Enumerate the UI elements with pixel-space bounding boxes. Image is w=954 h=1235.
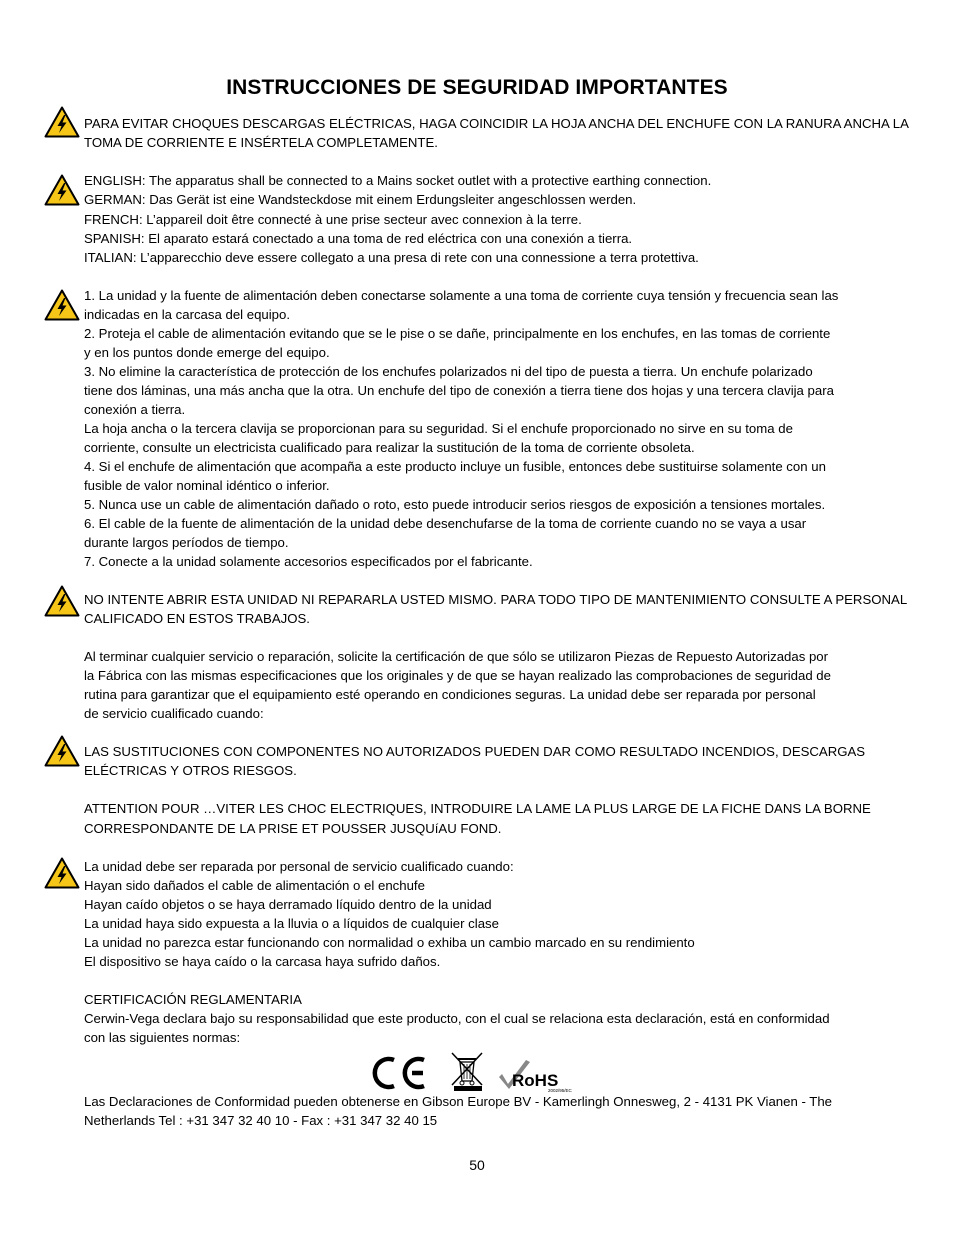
section-heading: CERTIFICACIÓN REGLAMENTARIA	[84, 992, 302, 1007]
text-line: ATTENTION POUR …VITER LES CHOC ELECTRIQUES, INTRODUIRE LA LAME LA PLUS LARGE DE LA FICHE DANS LA BORNE	[84, 801, 871, 816]
text-line: Al terminar cualquier servicio o reparación, solicite la certificación de que sólo se utilizaron Piezas de Repuesto Autorizadas por	[84, 649, 829, 664]
text-line: La unidad no parezca estar funcionando con normalidad o exhiba un cambio marcado en su rendimiento	[84, 935, 695, 950]
text-line: 4. Si el enchufe de alimentación que acompaña a este producto incluye un fusible, entonces debe sustituirse solamente con un	[84, 459, 826, 474]
rohs-directive: 2002/95/EC	[548, 1088, 572, 1092]
text-line: CALIFICADO EN ESTOS TRABAJOS.	[84, 611, 310, 626]
text-line: tiene dos láminas, una más ancha que la otra. Un enchufe del tipo de conexión a tierra tiene dos hojas y una tercera clavija para	[84, 383, 834, 398]
text-line: indicadas en la carcasa del equipo.	[84, 307, 291, 322]
text-line: ELÉCTRICAS Y OTROS RIESGOS.	[84, 763, 297, 778]
text-line: y en los puntos donde emerge del equipo.	[84, 345, 330, 360]
electrical-hazard-warning-icon	[44, 289, 80, 321]
text-line: de servicio cualificado cuando:	[84, 706, 264, 721]
electrical-hazard-warning-icon	[44, 735, 80, 767]
text-line: PARA EVITAR CHOQUES DESCARGAS ELÉCTRICAS, HAGA COINCIDIR LA HOJA ANCHA DEL ENCHUFE CON LA RANURA ANCHA LA	[84, 116, 909, 131]
text-line: Hayan sido dañados el cable de alimentación o el enchufe	[84, 878, 425, 893]
page-number: 50	[469, 1157, 485, 1173]
text-line: La hoja ancha o la tercera clavija se proporcionan para su seguridad. Si el enchufe proporcionado no sirve en su toma de	[84, 421, 793, 436]
text-line: 1. La unidad y la fuente de alimentación deben conectarse solamente a una toma de corriente cuya tensión y frecuencia sean las	[84, 288, 839, 303]
text-line: Hayan caído objetos o se haya derramado líquido dentro de la unidad	[84, 897, 492, 912]
text-line: 3. No elimine la característica de protección de los enchufes polarizados ni del tipo de puesta a tierra. Un enchufe polarizado	[84, 364, 813, 379]
crossed-out-bin-icon	[452, 1053, 482, 1091]
text-line: ITALIAN: L’apparecchio deve essere collegato a una presa di rete con una connessione a terra protettiva.	[84, 250, 699, 265]
text-line: El dispositivo se haya caído o la carcasa haya sufrido daños.	[84, 954, 441, 969]
text-line: La unidad haya sido expuesta a la lluvia o a líquidos de cualquier clase	[84, 916, 499, 931]
text-line: CORRESPONDANTE DE LA PRISE ET POUSSER JUSQUíAU FOND.	[84, 821, 502, 836]
text-line: SPANISH: El aparato estará conectado a una toma de red eléctrica con una conexión a tierra.	[84, 231, 633, 246]
text-line: Cerwin-Vega declara bajo su responsabilidad que este producto, con el cual se relaciona esta declaración, está en conformidad	[84, 1011, 830, 1026]
text-line: La unidad debe ser reparada por personal de servicio cualificado cuando:	[84, 859, 514, 874]
text-line: Netherlands Tel : +31 347 32 40 10 - Fax : +31 347 32 40 15	[84, 1113, 438, 1128]
text-line: GERMAN: Das Gerät ist eine Wandsteckdose mit einem Erdungsleiter angeschlossen werden.	[84, 192, 637, 207]
text-line: rutina para garantizar que el equipamiento esté operando en condiciones seguras. La unidad debe ser reparada por personal	[84, 687, 816, 702]
electrical-hazard-warning-icon	[44, 174, 80, 206]
text-line: LAS SUSTITUCIONES CON COMPONENTES NO AUTORIZADOS PUEDEN DAR COMO RESULTADO INCENDIOS, DESCARGAS	[84, 744, 866, 759]
text-line: TOMA DE CORRIENTE E INSÉRTELA COMPLETAMENTE.	[84, 135, 438, 150]
page-title: INSTRUCCIONES DE SEGURIDAD IMPORTANTES	[226, 76, 728, 99]
text-line: FRENCH: L’appareil doit être connecté à une prise secteur avec connexion à la terre.	[84, 212, 582, 227]
ce-mark-icon	[375, 1059, 424, 1087]
text-line: durante largos períodos de tiempo.	[84, 535, 289, 550]
text-line: 7. Conecte a la unidad solamente accesorios especificados por el fabricante.	[84, 554, 533, 569]
text-line: 5. Nunca use un cable de alimentación dañado o roto, esto puede introducir serios riesgos de exposición a tensiones mortales.	[84, 497, 826, 512]
electrical-hazard-warning-icon	[44, 585, 80, 617]
electrical-hazard-warning-icon	[44, 857, 80, 889]
text-line: corriente, consulte un electricista cualificado para realizar la sustitución de la toma de corriente obsoleta.	[84, 440, 695, 455]
text-line: fusible de valor nominal idéntico o inferior.	[84, 478, 330, 493]
text-line: 2. Proteja el cable de alimentación evitando que se le pise o se dañe, principalmente en los enchufes, en las tomas de corriente	[84, 326, 831, 341]
text-line: conexión a tierra.	[84, 402, 186, 417]
text-line: 6. El cable de la fuente de alimentación de la unidad debe desenchufarse de la toma de corriente cuando no se vaya a usar	[84, 516, 807, 531]
text-line: NO INTENTE ABRIR ESTA UNIDAD NI REPARARLA USTED MISMO. PARA TODO TIPO DE MANTENIMIENTO CONSULTE A PERSONAL	[84, 592, 908, 607]
rohs-compliant-icon	[499, 1060, 573, 1092]
text-line: Las Declaraciones de Conformidad pueden obtenerse en Gibson Europe BV - Kamerlingh Onnesweg, 2 - 4131 PK Vianen - The	[84, 1094, 832, 1109]
text-line: con las siguientes normas:	[84, 1030, 241, 1045]
certification-marks	[368, 1050, 588, 1092]
text-line: ENGLISH: The apparatus shall be connected to a Mains socket outlet with a protective earthing connection.	[84, 173, 712, 188]
text-line: la Fábrica con las mismas especificaciones que los originales y de que se hayan realizado las comprobaciones de seguridad de	[84, 668, 831, 683]
electrical-hazard-warning-icon	[44, 106, 80, 138]
rohs-label: RoHS	[512, 1071, 559, 1090]
